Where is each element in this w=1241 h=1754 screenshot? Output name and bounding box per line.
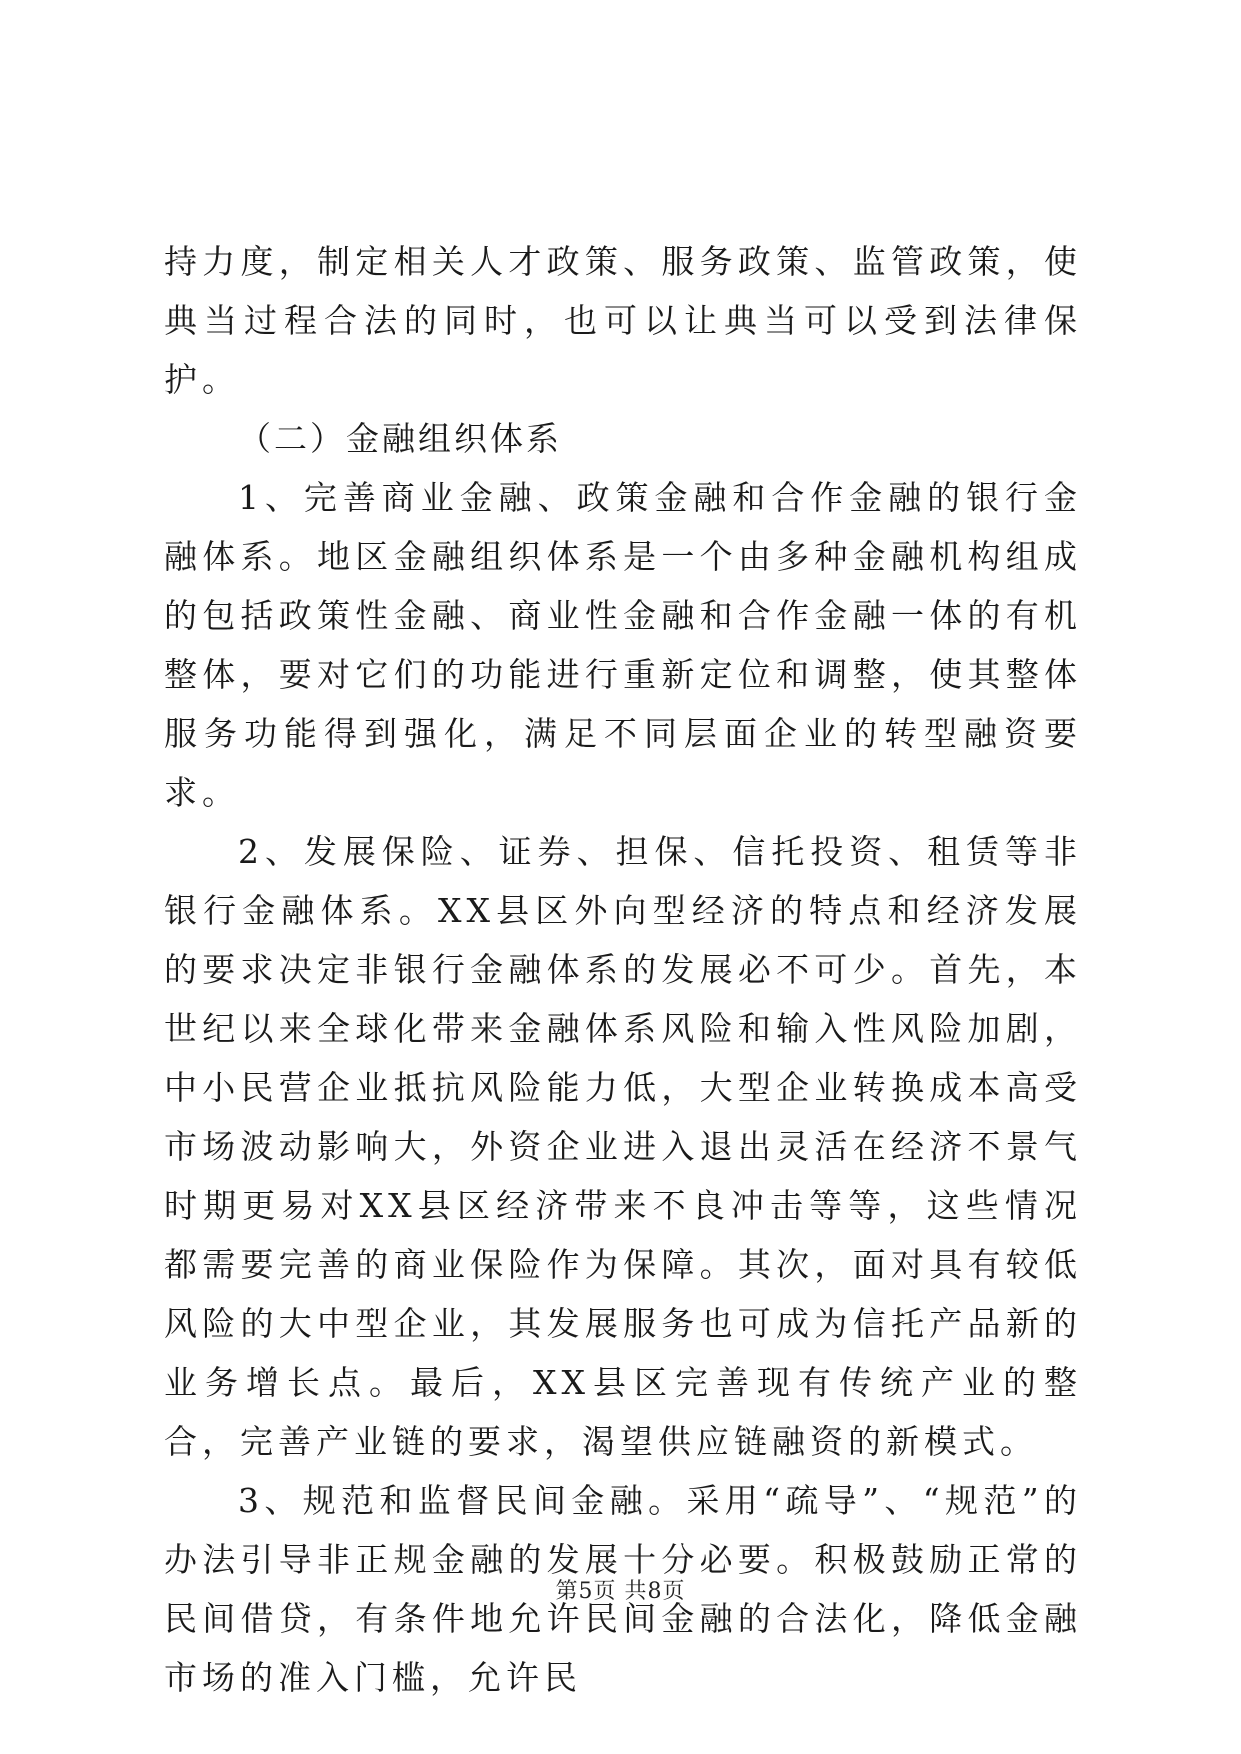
paragraph-item-3: 3、规范和监督民间金融。采用“疏导”、“规范”的办法引导非正规金融的发展十分必要。积极鼓励正常的民间借贷，有条件地允许民间金融的合法化，降低金融市场的准入门槛，允许民 bbox=[164, 1481, 1082, 1697]
document-body bbox=[164, 232, 1082, 1707]
paragraph-continuation: 持力度，制定相关人才政策、服务政策、监管政策，使典当过程合法的同时，也可以让典当可以受到法律保护。 bbox=[164, 242, 1082, 399]
paragraph-item-1: 1、完善商业金融、政策金融和合作金融的银行金融体系。地区金融组织体系是一个由多种金融机构组成的包括政策性金融、商业性金融和合作金融一体的有机整体，要对它们的功能进行重新定位和调整，使其整体服务功能得到强化，满足不同层面企业的转型融资要求。 bbox=[164, 478, 1082, 812]
paragraph-item-2: 2、发展保险、证券、担保、信托投资、租赁等非银行金融体系。XX县区外向型经济的特点和经济发展的要求决定非银行金融体系的发展必不可少。首先，本世纪以来全球化带来金融体系风险和输入性风险加剧，中小民营企业抵抗风险能力低，大型企业转换成本高受市场波动影响大，外资企业进入退出灵活在经济不景气时期更易对XX县区经济带来不良冲击等等，这些情况都需要完善的商业保险作为保障。其次，面对具有较低风险的大中型企业，其发展服务也可成为信托产品新的业务增长点。最后，XX县区完善现有传统产业的整合，完善产业链的要求，渴望供应链融资的新模式。 bbox=[164, 832, 1082, 1461]
section-heading: （二）金融组织体系 bbox=[238, 419, 562, 458]
page-footer: 第5页 共8页 bbox=[555, 1579, 686, 1604]
